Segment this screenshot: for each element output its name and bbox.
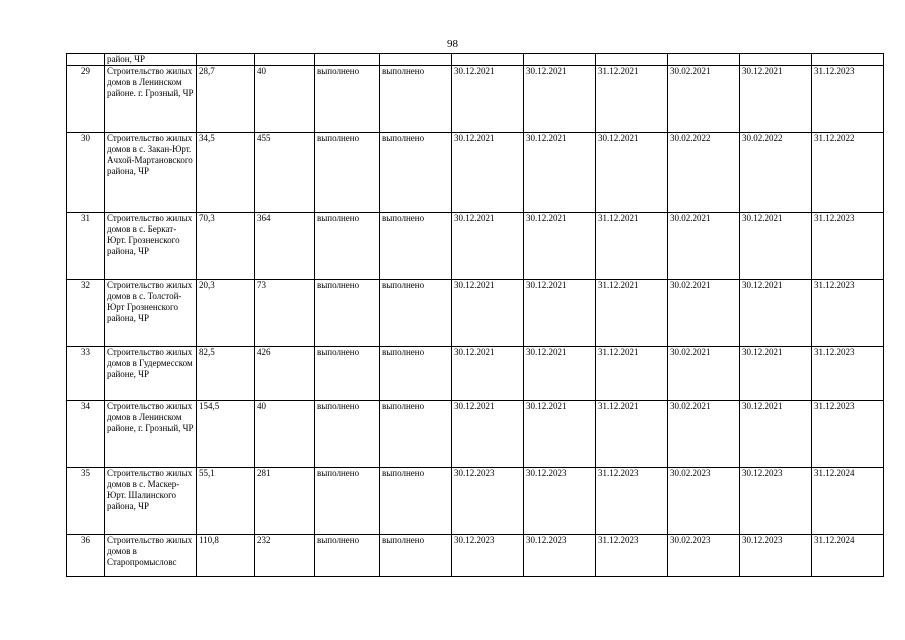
cell-status-b: выполнено xyxy=(380,468,452,535)
cell-num: 36 xyxy=(67,535,105,577)
cell-area: 82,5 xyxy=(197,347,255,401)
cell-date-2: 30.12.2023 xyxy=(524,535,596,577)
cell-count: 364 xyxy=(255,213,315,280)
cell-num: 31 xyxy=(67,213,105,280)
cell-status-b: выполнено xyxy=(380,347,452,401)
cell xyxy=(740,54,812,66)
cell-count: 281 xyxy=(255,468,315,535)
cell-date-3: 31.12.2021 xyxy=(596,213,668,280)
cell-date-6: 31.12.2023 xyxy=(812,66,884,133)
cell-date-2: 30.12.2021 xyxy=(524,347,596,401)
cell-date-4: 30.02.2021 xyxy=(668,213,740,280)
cell-num xyxy=(67,54,105,66)
cell xyxy=(596,54,668,66)
cell-area: 34,5 xyxy=(197,133,255,213)
cell-date-5: 30.12.2023 xyxy=(740,468,812,535)
cell-date-1: 30.12.2021 xyxy=(452,213,524,280)
cell-date-1: 30.12.2021 xyxy=(452,66,524,133)
cell-num: 29 xyxy=(67,66,105,133)
cell-date-5: 30.12.2021 xyxy=(740,213,812,280)
cell-date-3: 31.12.2023 xyxy=(596,535,668,577)
schedule-table xyxy=(66,53,884,577)
page-number: 98 xyxy=(447,38,458,50)
cell-date-5: 30.12.2021 xyxy=(740,66,812,133)
cell-num: 32 xyxy=(67,280,105,347)
cell-date-1: 30.12.2021 xyxy=(452,347,524,401)
cell-status-b: выполнено xyxy=(380,280,452,347)
cell-count: 40 xyxy=(255,66,315,133)
cell-num: 34 xyxy=(67,401,105,468)
cell-name: Строительство жилых домов в Старопромысловс xyxy=(105,535,197,577)
table-row xyxy=(67,535,884,577)
cell-name: Строительство жилых домов в с. Закан-Юрт. Ачхой-Мартановского района, ЧР xyxy=(105,133,197,213)
cell-date-4: 30.02.2023 xyxy=(668,468,740,535)
cell-status-a: выполнено xyxy=(315,66,380,133)
cell-name: Строительство жилых домов в с. Толстой-Юрт Грозненского района, ЧР xyxy=(105,280,197,347)
cell-date-4: 30.02.2023 xyxy=(668,535,740,577)
cell-date-6: 31.12.2024 xyxy=(812,535,884,577)
cell-count: 455 xyxy=(255,133,315,213)
cell-status-b: выполнено xyxy=(380,133,452,213)
cell-status-a: выполнено xyxy=(315,468,380,535)
cell-count: 426 xyxy=(255,347,315,401)
cell-date-2: 30.12.2021 xyxy=(524,213,596,280)
cell-status-b: выполнено xyxy=(380,401,452,468)
cell-area: 70,3 xyxy=(197,213,255,280)
table-row-continued xyxy=(67,54,884,66)
cell-area: 55,1 xyxy=(197,468,255,535)
cell-date-2: 30.12.2021 xyxy=(524,280,596,347)
cell-status-a: выполнено xyxy=(315,213,380,280)
cell-num: 30 xyxy=(67,133,105,213)
cell-date-6: 31.12.2023 xyxy=(812,280,884,347)
cell-name: Строительство жилых домов в Гудермесском районе, ЧР xyxy=(105,347,197,401)
cell-name: Строительство жилых домов в с. Беркат-Юрт. Грозненского района, ЧР xyxy=(105,213,197,280)
cell xyxy=(255,54,315,66)
cell-status-a: выполнено xyxy=(315,347,380,401)
cell xyxy=(197,54,255,66)
cell-status-b: выполнено xyxy=(380,535,452,577)
cell-status-a: выполнено xyxy=(315,401,380,468)
cell xyxy=(812,54,884,66)
cell-date-6: 31.12.2024 xyxy=(812,468,884,535)
cell-num: 35 xyxy=(67,468,105,535)
cell-count: 40 xyxy=(255,401,315,468)
cell-date-3: 31.12.2021 xyxy=(596,347,668,401)
cell xyxy=(668,54,740,66)
cell-date-1: 30.12.2023 xyxy=(452,468,524,535)
table-row xyxy=(67,66,884,133)
table-row xyxy=(67,347,884,401)
cell-date-3: 31.12.2021 xyxy=(596,66,668,133)
cell-status-b: выполнено xyxy=(380,66,452,133)
cell-num: 33 xyxy=(67,347,105,401)
cell-date-4: 30.02.2021 xyxy=(668,280,740,347)
cell-count: 73 xyxy=(255,280,315,347)
cell-status-a: выполнено xyxy=(315,133,380,213)
cell-name: Строительство жилых домов в с. Маскер-Юрт. Шалинского района, ЧР xyxy=(105,468,197,535)
cell-date-2: 30.12.2021 xyxy=(524,133,596,213)
cell-area: 154,5 xyxy=(197,401,255,468)
cell-date-1: 30.12.2021 xyxy=(452,280,524,347)
cell xyxy=(380,54,452,66)
table-row xyxy=(67,133,884,213)
cell xyxy=(452,54,524,66)
table-row xyxy=(67,280,884,347)
cell xyxy=(524,54,596,66)
cell-date-1: 30.12.2023 xyxy=(452,535,524,577)
cell-area: 28,7 xyxy=(197,66,255,133)
cell-status-b: выполнено xyxy=(380,213,452,280)
cell-area: 110,8 xyxy=(197,535,255,577)
cell-date-6: 31.12.2023 xyxy=(812,401,884,468)
table-row xyxy=(67,468,884,535)
cell-date-6: 31.12.2023 xyxy=(812,347,884,401)
cell-date-5: 30.12.2021 xyxy=(740,280,812,347)
cell-name: район, ЧР xyxy=(105,54,197,66)
cell-date-3: 30.12.2021 xyxy=(596,133,668,213)
cell-status-a: выполнено xyxy=(315,280,380,347)
cell-date-1: 30.12.2021 xyxy=(452,133,524,213)
cell-date-3: 31.12.2021 xyxy=(596,401,668,468)
cell-date-4: 30.02.2022 xyxy=(668,133,740,213)
table-row xyxy=(67,213,884,280)
cell-date-3: 31.12.2021 xyxy=(596,280,668,347)
cell-date-2: 30.12.2021 xyxy=(524,66,596,133)
cell-date-5: 30.12.2021 xyxy=(740,401,812,468)
table-row xyxy=(67,401,884,468)
cell-count: 232 xyxy=(255,535,315,577)
cell-date-2: 30.12.2023 xyxy=(524,468,596,535)
cell-area: 20,3 xyxy=(197,280,255,347)
cell-date-5: 30.12.2021 xyxy=(740,347,812,401)
cell xyxy=(315,54,380,66)
cell-date-2: 30.12.2021 xyxy=(524,401,596,468)
cell-status-a: выполнено xyxy=(315,535,380,577)
cell-name: Строительство жилых домов в Ленинском районе. г. Грозный, ЧР xyxy=(105,66,197,133)
cell-date-6: 31.12.2022 xyxy=(812,133,884,213)
cell-date-3: 31.12.2023 xyxy=(596,468,668,535)
cell-date-6: 31.12.2023 xyxy=(812,213,884,280)
cell-date-4: 30.02.2021 xyxy=(668,347,740,401)
cell-name: Строительство жилых домов в Ленинском районе, г. Грозный, ЧР xyxy=(105,401,197,468)
cell-date-1: 30.12.2021 xyxy=(452,401,524,468)
cell-date-4: 30.02.2021 xyxy=(668,66,740,133)
cell-date-5: 30.02.2022 xyxy=(740,133,812,213)
cell-date-5: 30.12.2023 xyxy=(740,535,812,577)
cell-date-4: 30.02.2021 xyxy=(668,401,740,468)
